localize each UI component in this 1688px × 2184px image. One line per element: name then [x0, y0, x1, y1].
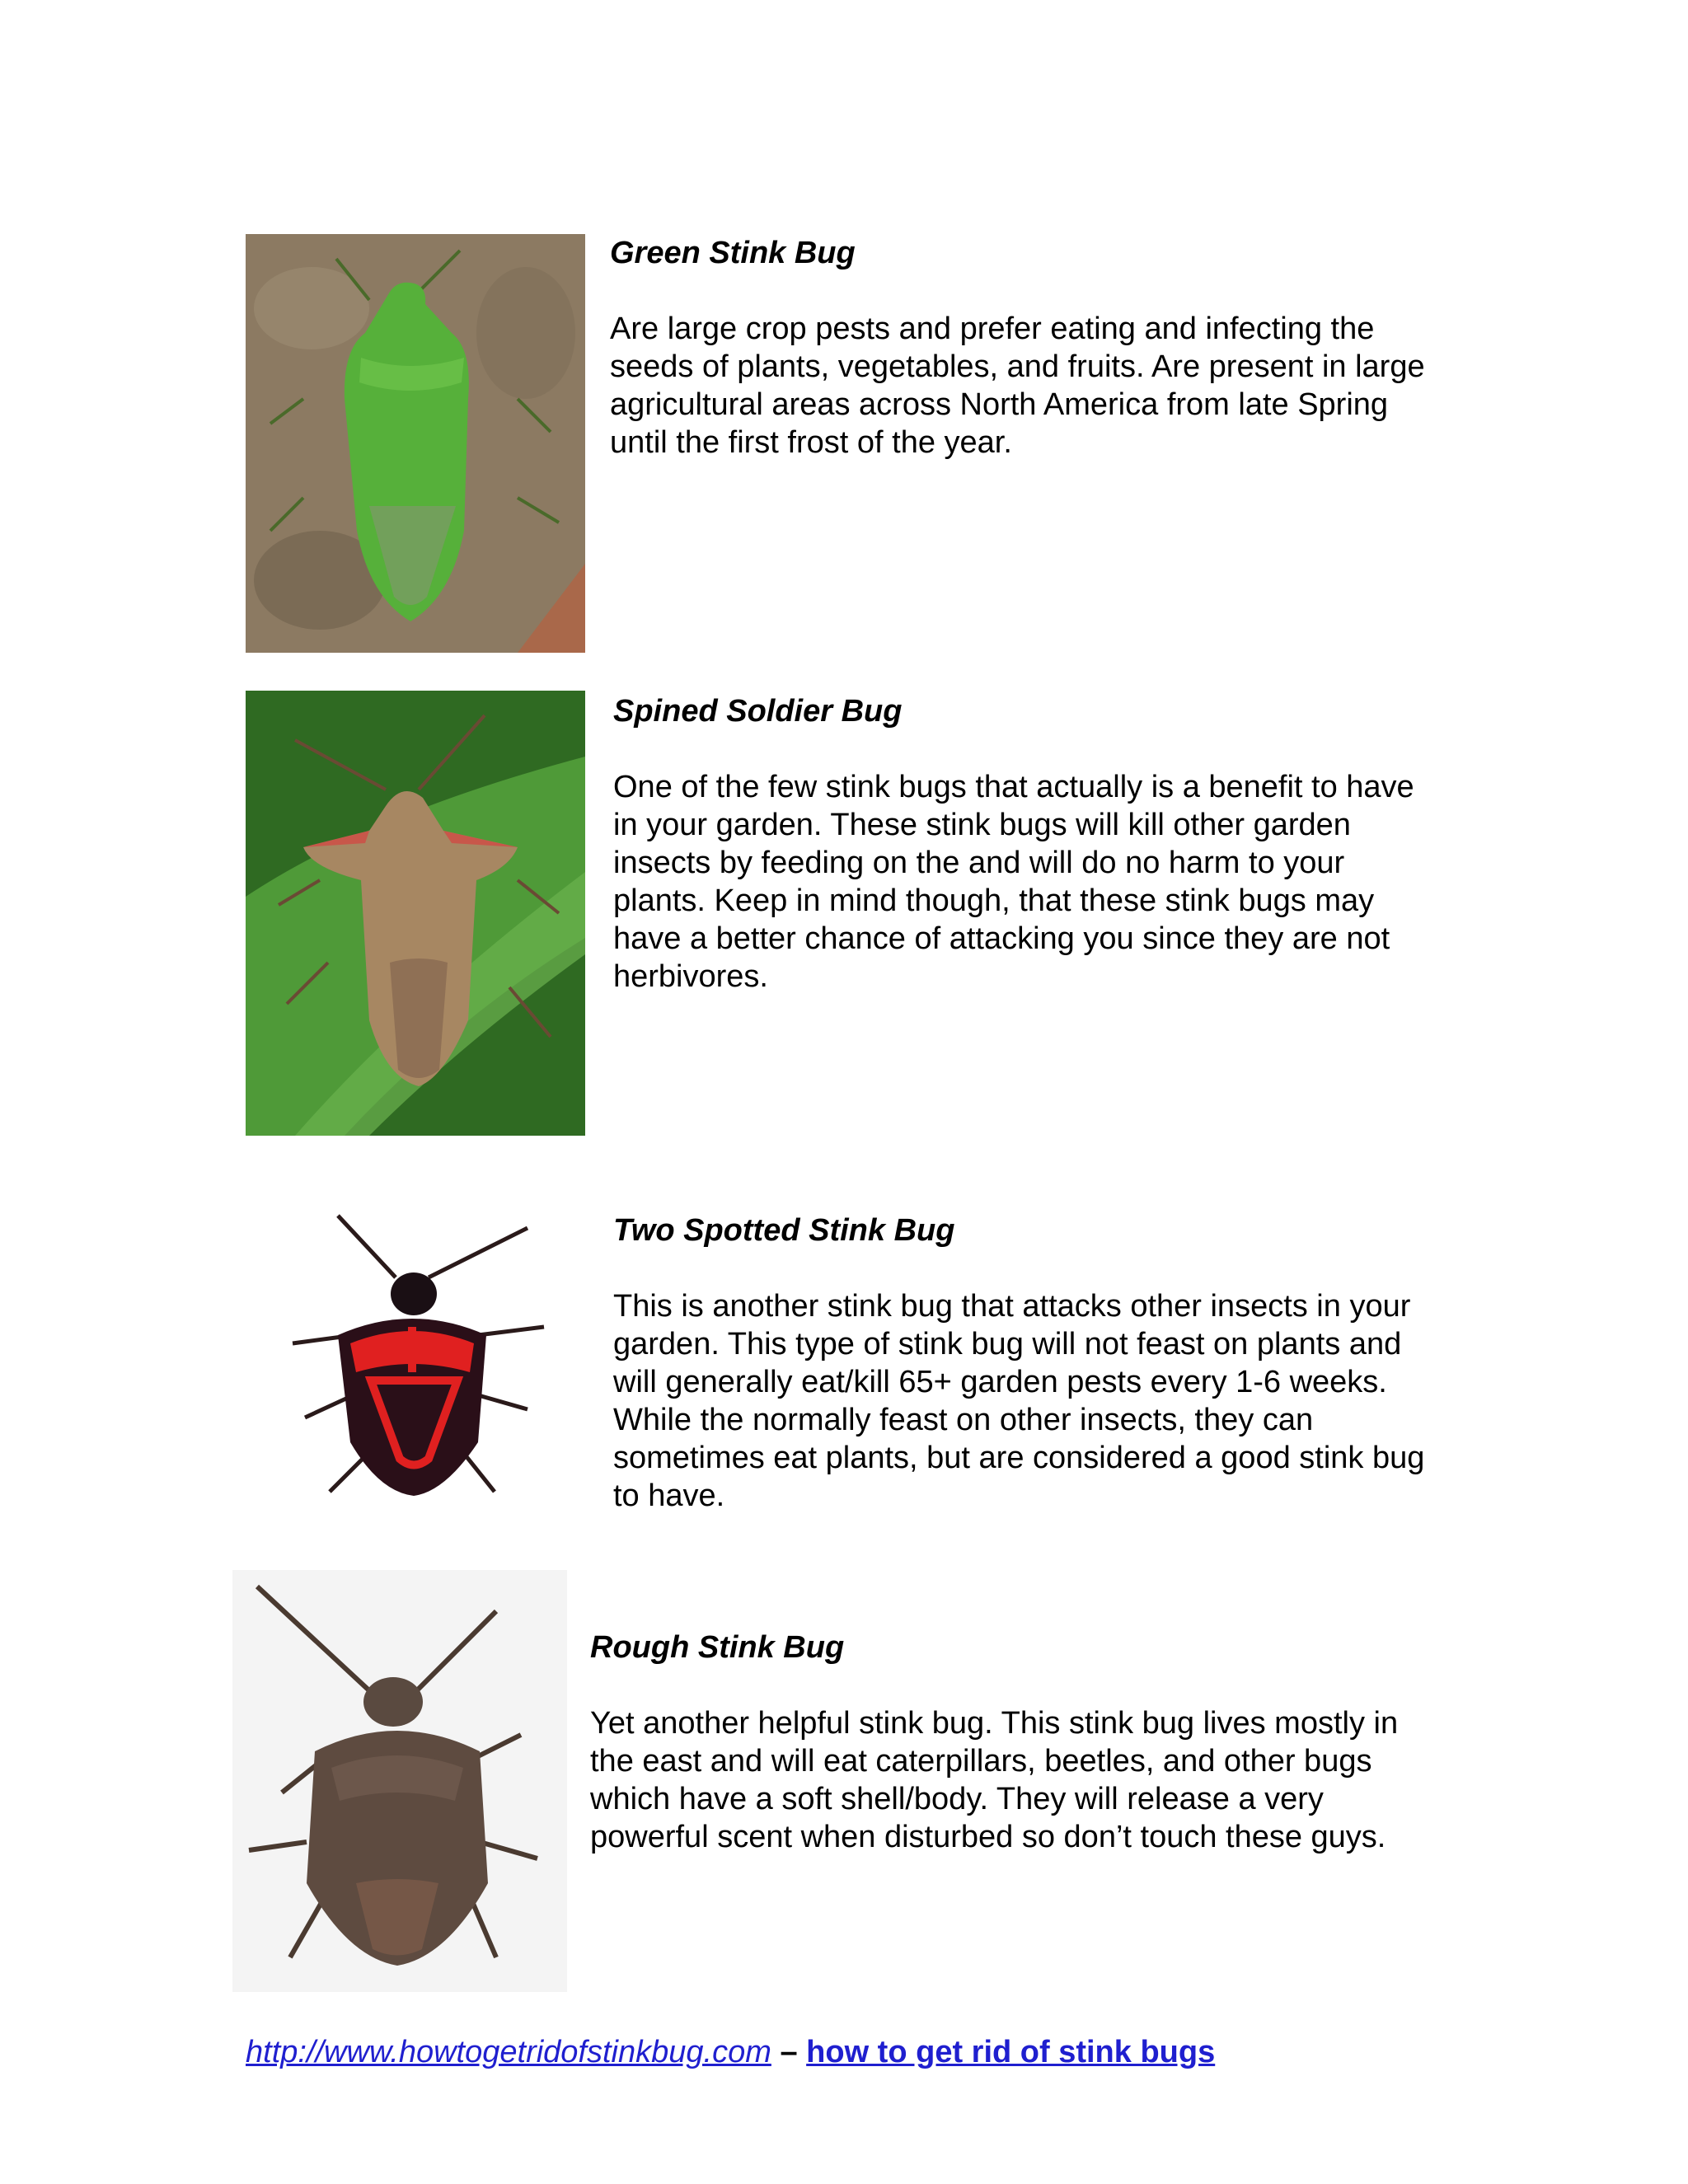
- footer-separator: –: [780, 2035, 798, 2069]
- entry-description: One of the few stink bugs that actually is a benefit to have in your garden. These stink bugs will kill other garden insects by feeding on the and will do no harm to your plants. Keep in mind though, that these stink bugs may have a better chance of attacking you since they are not herbivores.: [613, 770, 1414, 994]
- rough-stink-bug-photo: [232, 1570, 567, 1992]
- entry-description: This is another stink bug that attacks other insects in your garden. This type of stink bug will not feast on plants and will generally eat/kill 65+ garden pests every 1-6 weeks. While the normally feast on other insects, they can sometimes eat plants, but are considered a good stink bug to have.: [613, 1289, 1425, 1513]
- entry-title: Rough Stink Bug: [590, 1630, 845, 1665]
- website-url-link[interactable]: http://www.howtogetridofstinkbug.com: [246, 2035, 771, 2069]
- entry-title: Two Spotted Stink Bug: [613, 1213, 955, 1248]
- green-stink-bug-photo: [246, 234, 585, 653]
- entry-description: Are large crop pests and prefer eating and infecting the seeds of plants, vegetables, and fruits. Are present in large agricultural areas across North America from late Spring until the first frost of the year.: [610, 312, 1425, 460]
- how-to-get-rid-link[interactable]: how to get rid of stink bugs: [806, 2035, 1216, 2069]
- entry-description: Yet another helpful stink bug. This stink bug lives mostly in the east and will eat caterpillars, beetles, and other bugs which have a soft shell/body. They will release a very powerful scent when disturbed so don’t touch these guys.: [590, 1706, 1399, 1854]
- two-spotted-stink-bug-photo: [280, 1212, 552, 1500]
- entry-title: Spined Soldier Bug: [613, 694, 903, 729]
- entry-title: Green Stink Bug: [610, 236, 856, 270]
- spined-soldier-bug-photo: [246, 691, 585, 1136]
- footer: [246, 2033, 1215, 2071]
